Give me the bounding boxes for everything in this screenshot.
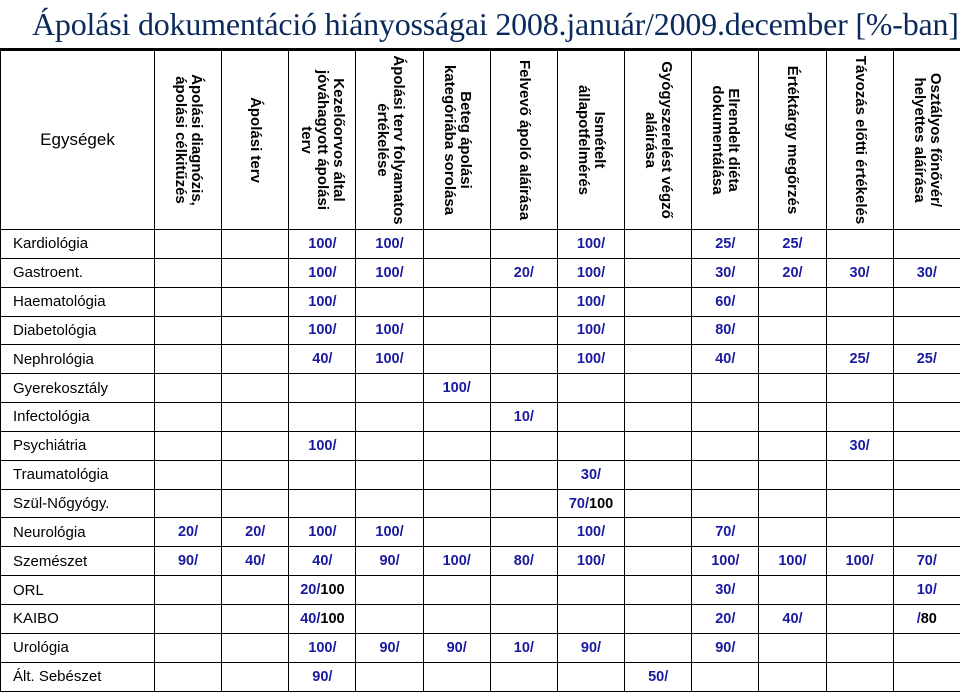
table-cell: 100/ xyxy=(289,518,356,547)
table-cell: 100/ xyxy=(289,633,356,662)
table-cell: 100/ xyxy=(826,547,893,576)
table-cell: 90/ xyxy=(692,633,759,662)
table-cell xyxy=(423,258,490,287)
table-cell xyxy=(423,662,490,691)
unit-name: Urológia xyxy=(1,633,155,662)
table-cell xyxy=(222,662,289,691)
table-cell xyxy=(625,460,692,489)
column-header-label: Kezelőorvos által jóváhagyott ápolási terv xyxy=(298,69,348,211)
table-cell: 30/ xyxy=(826,258,893,287)
table-cell: 30/ xyxy=(557,460,624,489)
table-cell xyxy=(826,374,893,403)
table-cell xyxy=(625,403,692,432)
table-cell: 90/ xyxy=(155,547,222,576)
table-cell xyxy=(155,431,222,460)
table-cell: 100/ xyxy=(356,230,423,259)
table-cell xyxy=(759,633,826,662)
table-cell xyxy=(423,604,490,633)
table-row xyxy=(1,403,960,432)
table-cell: 10/ xyxy=(490,633,557,662)
column-header xyxy=(490,51,557,230)
unit-name: Psychiátria xyxy=(1,431,155,460)
unit-name: Gastroent. xyxy=(1,258,155,287)
table-row xyxy=(1,604,960,633)
table-cell xyxy=(759,662,826,691)
table-cell: 70/ xyxy=(692,518,759,547)
column-header-label: Ápolási terv xyxy=(247,97,265,183)
column-header xyxy=(289,51,356,230)
table-cell xyxy=(423,345,490,374)
table-cell xyxy=(155,662,222,691)
table-cell xyxy=(759,460,826,489)
table-cell xyxy=(893,489,960,518)
table-row xyxy=(1,230,960,259)
table-cell: 100/ xyxy=(557,316,624,345)
table-cell xyxy=(826,576,893,605)
table-cell xyxy=(625,316,692,345)
column-header xyxy=(557,51,624,230)
table-cell xyxy=(826,230,893,259)
column-header-label: Elrendelt diéta dokumentálása xyxy=(709,85,743,195)
table-cell xyxy=(759,316,826,345)
table-cell: 100/ xyxy=(289,431,356,460)
table-cell: 100/ xyxy=(423,374,490,403)
table-cell: 25/ xyxy=(826,345,893,374)
table-cell xyxy=(692,431,759,460)
column-header-label: Ápolási terv folyamatos értékelése xyxy=(373,55,407,225)
table-row xyxy=(1,374,960,403)
table-cell xyxy=(289,460,356,489)
column-header-label: Távozás előtti értékelés xyxy=(851,55,869,225)
column-header-label: Ápolási diagnózis, ápolási célkitűzés xyxy=(172,74,206,206)
table-cell: 100/ xyxy=(759,547,826,576)
table-cell xyxy=(490,287,557,316)
header-row xyxy=(1,51,960,230)
table-cell xyxy=(692,460,759,489)
table-cell xyxy=(356,460,423,489)
table-cell xyxy=(155,374,222,403)
column-header xyxy=(356,51,423,230)
table-row xyxy=(1,547,960,576)
table-row xyxy=(1,662,960,691)
column-header-label: Gyógyszerelést végző aláírása xyxy=(642,61,676,219)
table-cell xyxy=(893,403,960,432)
table-cell xyxy=(222,489,289,518)
table-cell: 30/ xyxy=(692,258,759,287)
table-cell: 90/ xyxy=(356,633,423,662)
table-cell xyxy=(423,230,490,259)
table-cell: 25/ xyxy=(692,230,759,259)
table-cell xyxy=(490,316,557,345)
table-cell: 60/ xyxy=(692,287,759,316)
table-cell: 30/ xyxy=(826,431,893,460)
table-cell xyxy=(222,287,289,316)
table-cell xyxy=(826,316,893,345)
table-cell xyxy=(625,576,692,605)
documentation-table xyxy=(0,50,960,692)
table-cell xyxy=(692,489,759,518)
table-cell: 100/ xyxy=(557,258,624,287)
unit-name: Neurológia xyxy=(1,518,155,547)
table-cell xyxy=(289,604,356,633)
table-cell xyxy=(490,576,557,605)
table-cell xyxy=(557,431,624,460)
table-cell xyxy=(289,489,356,518)
table-cell xyxy=(356,489,423,518)
table-cell: 25/ xyxy=(759,230,826,259)
table-cell xyxy=(826,633,893,662)
table-cell xyxy=(356,374,423,403)
table-cell xyxy=(826,287,893,316)
table-cell: 20/ xyxy=(222,518,289,547)
table-cell: 100/ xyxy=(289,316,356,345)
table-cell xyxy=(490,345,557,374)
column-header xyxy=(222,51,289,230)
table-row xyxy=(1,633,960,662)
table-cell xyxy=(222,604,289,633)
table-cell xyxy=(423,576,490,605)
table-cell: 100/ xyxy=(692,547,759,576)
column-header-label: Osztályos főnővér/ helyettes aláírása xyxy=(910,72,944,208)
column-header-label: Értéktárgy megőrzés xyxy=(784,65,802,215)
table-cell xyxy=(893,633,960,662)
column-header-label: Beteg ápolási kategóriába sorolása xyxy=(440,64,474,216)
table-cell: 90/ xyxy=(289,662,356,691)
table-cell: 100/ xyxy=(423,547,490,576)
table-cell xyxy=(759,403,826,432)
table-cell xyxy=(222,460,289,489)
table-cell xyxy=(423,518,490,547)
table-cell: 100/ xyxy=(557,287,624,316)
table-row xyxy=(1,258,960,287)
table-cell xyxy=(155,345,222,374)
table-cell xyxy=(222,633,289,662)
table-cell xyxy=(625,258,692,287)
table-cell: 100/ xyxy=(557,547,624,576)
table-cell xyxy=(625,547,692,576)
table-cell xyxy=(356,287,423,316)
column-header-label: Felvevő ápoló aláírása xyxy=(515,59,533,221)
cell-value-missing: / xyxy=(916,610,921,627)
table-cell xyxy=(423,403,490,432)
table-cell xyxy=(893,287,960,316)
table-cell: 100/ xyxy=(289,258,356,287)
table-cell xyxy=(423,431,490,460)
table-cell xyxy=(893,316,960,345)
table-cell: 40/ xyxy=(222,547,289,576)
table-cell xyxy=(759,489,826,518)
table-cell xyxy=(289,576,356,605)
table-cell xyxy=(490,374,557,403)
column-header-label: Ismételt állapotfelmérés xyxy=(575,84,609,196)
table-cell xyxy=(222,374,289,403)
table-cell: 70/ xyxy=(893,547,960,576)
table-cell: 20/ xyxy=(759,258,826,287)
table-cell: 80/ xyxy=(692,316,759,345)
table-cell xyxy=(155,258,222,287)
table-cell xyxy=(826,403,893,432)
table-row xyxy=(1,518,960,547)
table-row xyxy=(1,489,960,518)
table-cell xyxy=(222,576,289,605)
table-cell xyxy=(826,518,893,547)
table-cell xyxy=(759,345,826,374)
units-column-header: Egységek xyxy=(1,51,155,230)
table-cell xyxy=(423,287,490,316)
table-cell xyxy=(289,374,356,403)
unit-name: Infectológia xyxy=(1,403,155,432)
table-cell xyxy=(692,374,759,403)
table-cell xyxy=(557,489,624,518)
table-cell xyxy=(692,403,759,432)
table-cell xyxy=(356,431,423,460)
table-row xyxy=(1,576,960,605)
unit-name: KAIBO xyxy=(1,604,155,633)
table-cell: 30/ xyxy=(692,576,759,605)
table-cell: 40/ xyxy=(289,547,356,576)
unit-name: Traumatológia xyxy=(1,460,155,489)
table-cell: 20/ xyxy=(692,604,759,633)
table-cell xyxy=(155,316,222,345)
table-cell: 90/ xyxy=(356,547,423,576)
table-cell xyxy=(289,403,356,432)
table-cell xyxy=(155,460,222,489)
table-row xyxy=(1,431,960,460)
table-cell xyxy=(423,489,490,518)
table-cell xyxy=(490,604,557,633)
table-cell xyxy=(557,403,624,432)
table-cell xyxy=(893,431,960,460)
table-cell xyxy=(557,662,624,691)
table-cell xyxy=(625,633,692,662)
table-cell xyxy=(759,287,826,316)
table-cell xyxy=(155,633,222,662)
table-cell xyxy=(557,576,624,605)
table-cell xyxy=(826,662,893,691)
unit-name: Haematológia xyxy=(1,287,155,316)
table-row xyxy=(1,316,960,345)
table-cell xyxy=(423,316,490,345)
table-cell: 90/ xyxy=(557,633,624,662)
table-cell: 100/ xyxy=(356,518,423,547)
table-cell xyxy=(625,431,692,460)
cell-value-total: 100 xyxy=(320,610,345,627)
table-cell xyxy=(155,604,222,633)
table-cell: 100/ xyxy=(289,230,356,259)
column-header xyxy=(423,51,490,230)
column-header xyxy=(692,51,759,230)
title-bar xyxy=(0,0,960,44)
table-cell xyxy=(625,230,692,259)
unit-name: ORL xyxy=(1,576,155,605)
table-cell: 100/ xyxy=(356,258,423,287)
column-header xyxy=(759,51,826,230)
table-cell xyxy=(356,604,423,633)
cell-value-missing: 20/ xyxy=(300,582,321,599)
table-cell xyxy=(490,662,557,691)
table-cell xyxy=(893,460,960,489)
table-cell: 40/ xyxy=(759,604,826,633)
table-cell xyxy=(356,662,423,691)
table-cell xyxy=(625,489,692,518)
unit-name: Szül-Nőgyógy. xyxy=(1,489,155,518)
table-cell: 10/ xyxy=(893,576,960,605)
table-row xyxy=(1,460,960,489)
unit-name: Gyerekosztály xyxy=(1,374,155,403)
unit-name: Szemészet xyxy=(1,547,155,576)
table-cell xyxy=(893,518,960,547)
table-cell xyxy=(625,374,692,403)
table-cell xyxy=(222,258,289,287)
table-cell: 25/ xyxy=(893,345,960,374)
column-header xyxy=(893,51,960,230)
table-cell: 80/ xyxy=(490,547,557,576)
unit-name: Ált. Sebészet xyxy=(1,662,155,691)
table-cell xyxy=(490,431,557,460)
table-cell xyxy=(423,460,490,489)
table-cell xyxy=(557,604,624,633)
table-row xyxy=(1,287,960,316)
table-cell xyxy=(222,431,289,460)
table-cell: 90/ xyxy=(423,633,490,662)
table-cell xyxy=(625,518,692,547)
table-cell: 100/ xyxy=(356,345,423,374)
table-cell: 100/ xyxy=(557,518,624,547)
cell-value-total: 100 xyxy=(320,582,345,599)
table-row xyxy=(1,345,960,374)
table-cell xyxy=(222,403,289,432)
table-cell xyxy=(490,518,557,547)
table-body xyxy=(1,230,960,692)
unit-name: Nephrológia xyxy=(1,345,155,374)
table-cell xyxy=(893,230,960,259)
column-header xyxy=(826,51,893,230)
table-cell xyxy=(356,403,423,432)
cell-value-total: 80 xyxy=(920,610,937,627)
table-cell xyxy=(490,489,557,518)
table-cell xyxy=(222,345,289,374)
table-cell: 10/ xyxy=(490,403,557,432)
table-cell xyxy=(625,287,692,316)
page-title: Ápolási dokumentáció hiányosságai 2008.január/2009.december [%-ban] xyxy=(32,6,959,42)
table-cell xyxy=(356,576,423,605)
table-cell xyxy=(155,403,222,432)
table-cell xyxy=(490,460,557,489)
table-cell xyxy=(155,230,222,259)
table-cell: 100/ xyxy=(557,345,624,374)
table-cell xyxy=(759,518,826,547)
unit-name: Diabetológia xyxy=(1,316,155,345)
cell-value-total: 100 xyxy=(589,495,614,512)
cell-value-missing: 70/ xyxy=(568,495,589,512)
table-cell xyxy=(826,460,893,489)
table-cell xyxy=(826,604,893,633)
table-cell: 100/ xyxy=(356,316,423,345)
table-cell: 40/ xyxy=(692,345,759,374)
table-cell: 20/ xyxy=(490,258,557,287)
unit-name: Kardiológia xyxy=(1,230,155,259)
table-cell xyxy=(222,316,289,345)
table-cell xyxy=(155,287,222,316)
table-cell xyxy=(155,576,222,605)
table-cell: 100/ xyxy=(289,287,356,316)
table-cell xyxy=(692,662,759,691)
table-cell xyxy=(759,431,826,460)
table-cell: 20/ xyxy=(155,518,222,547)
table-cell xyxy=(557,374,624,403)
table-cell: 100/ xyxy=(557,230,624,259)
table-cell xyxy=(625,345,692,374)
table-cell xyxy=(155,489,222,518)
table-cell: 30/ xyxy=(893,258,960,287)
table-cell xyxy=(759,576,826,605)
cell-value-missing: 40/ xyxy=(300,610,321,627)
table-cell xyxy=(625,604,692,633)
table-cell xyxy=(893,662,960,691)
table-cell xyxy=(759,374,826,403)
column-header xyxy=(625,51,692,230)
table-cell: 50/ xyxy=(625,662,692,691)
table-cell xyxy=(893,604,960,633)
table-cell xyxy=(893,374,960,403)
table-cell xyxy=(826,489,893,518)
table-cell xyxy=(490,230,557,259)
column-header xyxy=(155,51,222,230)
table-cell: 40/ xyxy=(289,345,356,374)
table-cell xyxy=(222,230,289,259)
